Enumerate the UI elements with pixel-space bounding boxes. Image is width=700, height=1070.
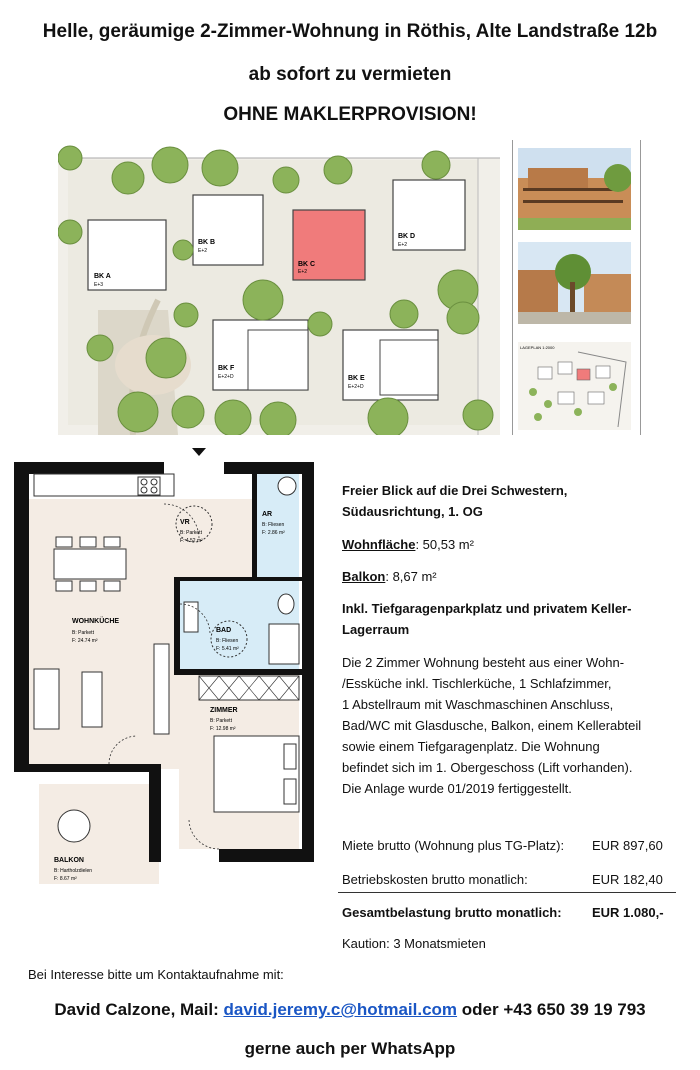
- kitchen-floor: B: Parkett: [72, 630, 94, 636]
- balcony-area: [342, 566, 437, 587]
- bk-a-sub: E+3: [94, 282, 104, 288]
- vr-label: VR: [180, 519, 190, 526]
- bk-c-sub: E+2: [298, 269, 308, 275]
- divider-line: [512, 140, 513, 435]
- sum-divider: [338, 892, 676, 893]
- vr-area: F: 4.52 m²: [180, 538, 203, 544]
- description-line: befindet sich im 1. Obergeschoss (Lift vorhanden).: [342, 760, 633, 775]
- bk-a-label: BK A: [94, 273, 111, 280]
- balcony-area-label: Balkon: [342, 569, 386, 584]
- bk-e-label: BK E: [348, 375, 365, 382]
- balcony-area-value: : 8,67 m²: [385, 569, 437, 584]
- inclusions-line-2: Lagerraum: [342, 622, 410, 637]
- bk-b-sub: E+2: [198, 248, 208, 254]
- balkon-area: F: 8.67 m²: [54, 876, 77, 882]
- description-paragraph: [342, 652, 672, 799]
- living-area-label: Wohnfläche: [342, 537, 416, 552]
- living-area: [342, 534, 474, 555]
- kitchen-label: WOHNKÜCHE: [72, 618, 120, 625]
- description-line: Bad/WC mit Glasdusche, Balkon, einem Kellerabteil: [342, 718, 642, 733]
- vr-floor: B: Parkett: [180, 530, 202, 536]
- description-line: sowie einem Tiefgaragenplatz. Die Wohnung: [342, 739, 600, 754]
- living-area-value: : 50,53 m²: [415, 537, 474, 552]
- operating-costs-label: Betriebskosten brutto monatlich:: [342, 872, 528, 887]
- total-cost-value: EUR 1.080,-: [592, 905, 664, 920]
- description-line: Die Anlage wurde 01/2019 fertiggestellt.: [342, 781, 572, 796]
- contact-phone: oder +43 650 39 19 793: [457, 1000, 646, 1019]
- deposit-text: Kaution: 3 Monatsmieten: [342, 936, 486, 951]
- view-line-1: Freier Blick auf die Drei Schwestern,: [342, 483, 568, 498]
- building-render-image: [518, 148, 631, 230]
- description-line: /Essküche inkl. Tischlerküche, 1 Schlafzimmer,: [342, 676, 612, 691]
- headline-availability: ab sofort zu vermieten: [248, 64, 452, 85]
- ar-area: F: 2.86 m²: [262, 530, 285, 536]
- inclusions-line-1: Inkl. Tiefgaragenparkplatz und privatem Keller-: [342, 601, 632, 616]
- rent-value: EUR 897,60: [592, 838, 663, 853]
- zimmer-floor: B: Parkett: [210, 718, 232, 724]
- operating-costs-value: EUR 182,40: [592, 872, 663, 887]
- zimmer-area: F: 12.98 m²: [210, 726, 236, 732]
- email-link[interactable]: david.jeremy.c@hotmail.com: [223, 1000, 458, 1019]
- site-plan-image: [58, 140, 500, 435]
- street-render-image: [518, 242, 631, 324]
- description-line: 1 Abstellraum mit Waschmaschinen Anschluss,: [342, 697, 614, 712]
- mini-plan-label: LAGEPLAN 1:2000: [520, 345, 555, 350]
- bad-area: F: 5.41 m²: [216, 646, 239, 652]
- bk-e-sub: E+2+D: [348, 384, 364, 390]
- rent-label: Miete brutto (Wohnung plus TG-Platz):: [342, 838, 565, 853]
- bad-floor: B: Fliesen: [216, 638, 239, 644]
- bk-f-sub: E+2+D: [218, 374, 234, 380]
- headline-no-commission: OHNE MAKLERPROVISION!: [223, 104, 477, 125]
- total-cost-label: Gesamtbelastung brutto monatlich:: [342, 905, 562, 920]
- bad-label: BAD: [216, 627, 232, 634]
- contact-intro: Bei Interesse bitte um Kontaktaufnahme mit:: [28, 967, 284, 982]
- kitchen-area: F: 24.74 m²: [72, 638, 98, 644]
- contact-line: [0, 1000, 700, 1020]
- bk-b-label: BK B: [198, 239, 216, 246]
- overview-plan-image: [518, 342, 631, 430]
- headline-title: Helle, geräumige 2-Zimmer-Wohnung in Röthis, Alte Landstraße 12b: [42, 21, 658, 42]
- divider-line-right: [640, 140, 641, 435]
- balkon-label: BALKON: [54, 857, 84, 864]
- bk-d-sub: E+2: [398, 242, 408, 248]
- floor-plan-image: [14, 444, 314, 916]
- ar-label: AR: [262, 511, 273, 518]
- balkon-floor: B: Hartholzdielen: [54, 868, 93, 874]
- zimmer-label: ZIMMER: [210, 707, 238, 714]
- bk-d-label: BK D: [398, 233, 416, 240]
- description-line: Die 2 Zimmer Wohnung besteht aus einer Wohn-: [342, 655, 625, 670]
- whatsapp-note: gerne auch per WhatsApp: [244, 1039, 456, 1058]
- bk-f-label: BK F: [218, 365, 235, 372]
- view-line-2: Südausrichtung, 1. OG: [342, 504, 483, 519]
- ar-floor: B: Fliesen: [262, 522, 285, 528]
- bk-c-label: BK C: [298, 261, 316, 268]
- contact-name: David Calzone, Mail:: [54, 1000, 224, 1019]
